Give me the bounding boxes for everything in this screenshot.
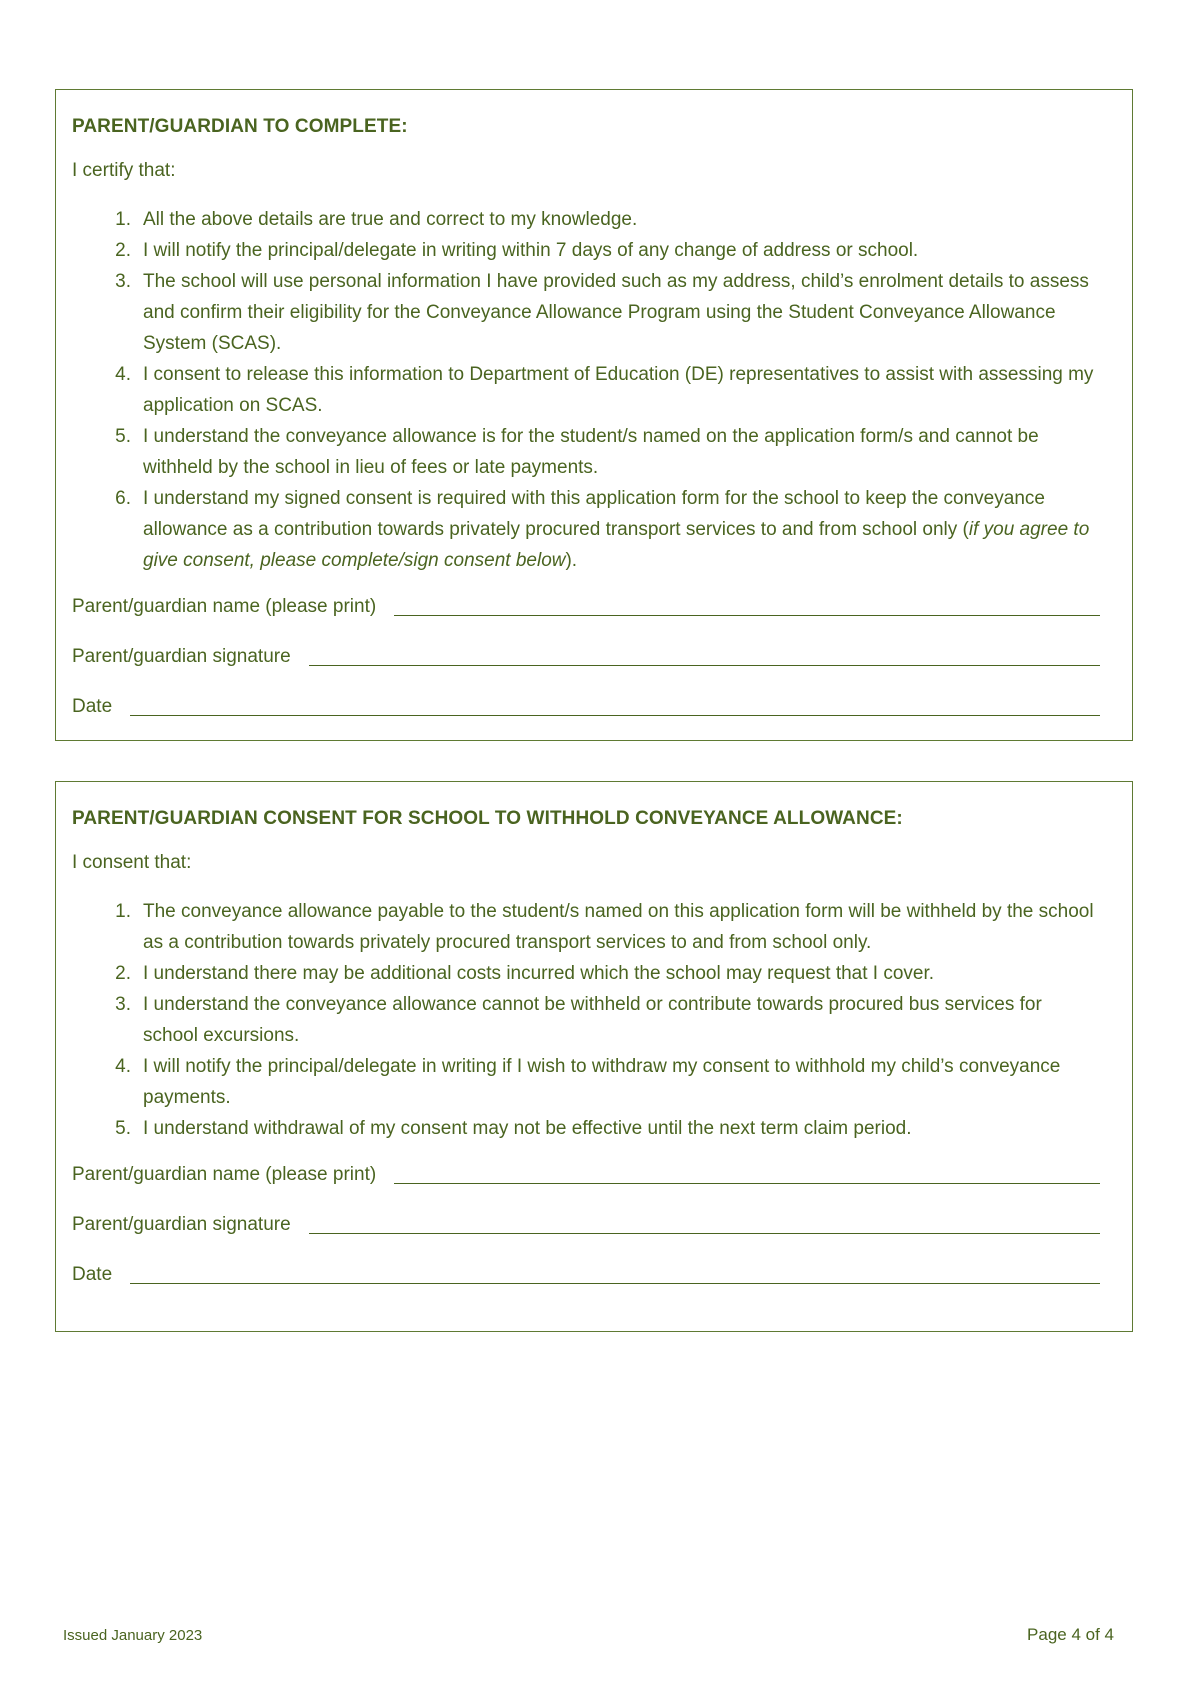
list-text: I understand my signed consent is required with this application form for the school to keep the conveyance allowance as a contribution towards privately procured transport services to and from school only ( bbox=[143, 488, 1045, 540]
guardian-name-input-line[interactable] bbox=[394, 1165, 1100, 1184]
list-item bbox=[72, 359, 1100, 421]
section-heading: PARENT/GUARDIAN CONSENT FOR SCHOOL TO WITHHOLD CONVEYANCE ALLOWANCE: bbox=[72, 808, 903, 829]
list-item bbox=[72, 989, 1100, 1051]
list-text: The school will use personal information I have provided such as my address, child’s enrolment details to assess and confirm their eligibility for the Conveyance Allowance Program using the Student Conveyance Allowance System (SCAS). bbox=[143, 271, 1089, 354]
consent-withhold-section bbox=[55, 781, 1133, 1332]
certify-list bbox=[72, 204, 1100, 576]
section-intro: I consent that: bbox=[72, 852, 192, 873]
list-text: I understand the conveyance allowance is for the student/s named on the application form/s and cannot be withheld by the school in lieu of fees or late payments. bbox=[143, 426, 1039, 478]
list-item bbox=[72, 483, 1100, 576]
parent-guardian-complete-section bbox=[55, 89, 1133, 741]
section-heading: PARENT/GUARDIAN TO COMPLETE: bbox=[72, 116, 408, 137]
list-text-tail: ). bbox=[565, 550, 578, 571]
list-number: 3. bbox=[115, 271, 131, 292]
date-input-line[interactable] bbox=[130, 697, 1100, 716]
list-item bbox=[72, 266, 1100, 359]
guardian-name-label: Parent/guardian name (please print) bbox=[72, 596, 377, 617]
list-text: I will notify the principal/delegate in writing if I wish to withdraw my consent to withhold my child’s conveyance payments. bbox=[143, 1056, 1061, 1108]
list-number: 5. bbox=[115, 1118, 131, 1139]
list-number: 3. bbox=[115, 994, 131, 1015]
list-item bbox=[72, 1113, 1100, 1144]
guardian-name-field bbox=[72, 1160, 1100, 1186]
list-item bbox=[72, 896, 1100, 958]
guardian-signature-input-line[interactable] bbox=[309, 1215, 1100, 1234]
guardian-signature-label: Parent/guardian signature bbox=[72, 646, 291, 667]
guardian-signature-input-line[interactable] bbox=[309, 647, 1100, 666]
list-number: 1. bbox=[115, 901, 131, 922]
footer-issued-date: Issued January 2023 bbox=[63, 1627, 203, 1644]
date-input-line[interactable] bbox=[130, 1265, 1100, 1284]
list-text: All the above details are true and correct to my knowledge. bbox=[143, 209, 638, 230]
date-field bbox=[72, 692, 1100, 718]
list-text: The conveyance allowance payable to the student/s named on this application form will be withheld by the school as a contribution towards privately procured transport services to and from school only. bbox=[143, 901, 1094, 953]
list-item bbox=[72, 1051, 1100, 1113]
date-label: Date bbox=[72, 1264, 113, 1285]
list-text: I understand there may be additional costs incurred which the school may request that I cover. bbox=[143, 963, 935, 984]
guardian-signature-field bbox=[72, 1210, 1100, 1236]
list-item bbox=[72, 421, 1100, 483]
guardian-signature-field bbox=[72, 642, 1100, 668]
section-intro: I certify that: bbox=[72, 160, 176, 181]
list-text-italic: if you agree to give consent, please complete/sign consent below bbox=[143, 519, 1090, 571]
list-number: 5. bbox=[115, 426, 131, 447]
list-text: I understand withdrawal of my consent may not be effective until the next term claim period. bbox=[143, 1118, 912, 1139]
list-text: I consent to release this information to Department of Education (DE) representatives to assist with assessing my application on SCAS. bbox=[143, 364, 1094, 416]
list-item bbox=[72, 235, 1100, 266]
list-item bbox=[72, 958, 1100, 989]
list-number: 4. bbox=[115, 1056, 131, 1077]
consent-list bbox=[72, 896, 1100, 1144]
list-text: I will notify the principal/delegate in writing within 7 days of any change of address or school. bbox=[143, 240, 919, 261]
list-number: 2. bbox=[115, 240, 131, 261]
list-number: 6. bbox=[115, 488, 131, 509]
guardian-name-label: Parent/guardian name (please print) bbox=[72, 1164, 377, 1185]
list-number: 1. bbox=[115, 209, 131, 230]
guardian-name-input-line[interactable] bbox=[394, 597, 1100, 616]
footer-page-number: Page 4 of 4 bbox=[1027, 1625, 1114, 1644]
guardian-name-field bbox=[72, 592, 1100, 618]
list-number: 2. bbox=[115, 963, 131, 984]
list-item bbox=[72, 204, 1100, 235]
date-label: Date bbox=[72, 696, 113, 717]
list-text: I understand the conveyance allowance cannot be withheld or contribute towards procured bus services for school excursions. bbox=[143, 994, 1042, 1046]
date-field bbox=[72, 1260, 1100, 1286]
guardian-signature-label: Parent/guardian signature bbox=[72, 1214, 291, 1235]
list-number: 4. bbox=[115, 364, 131, 385]
